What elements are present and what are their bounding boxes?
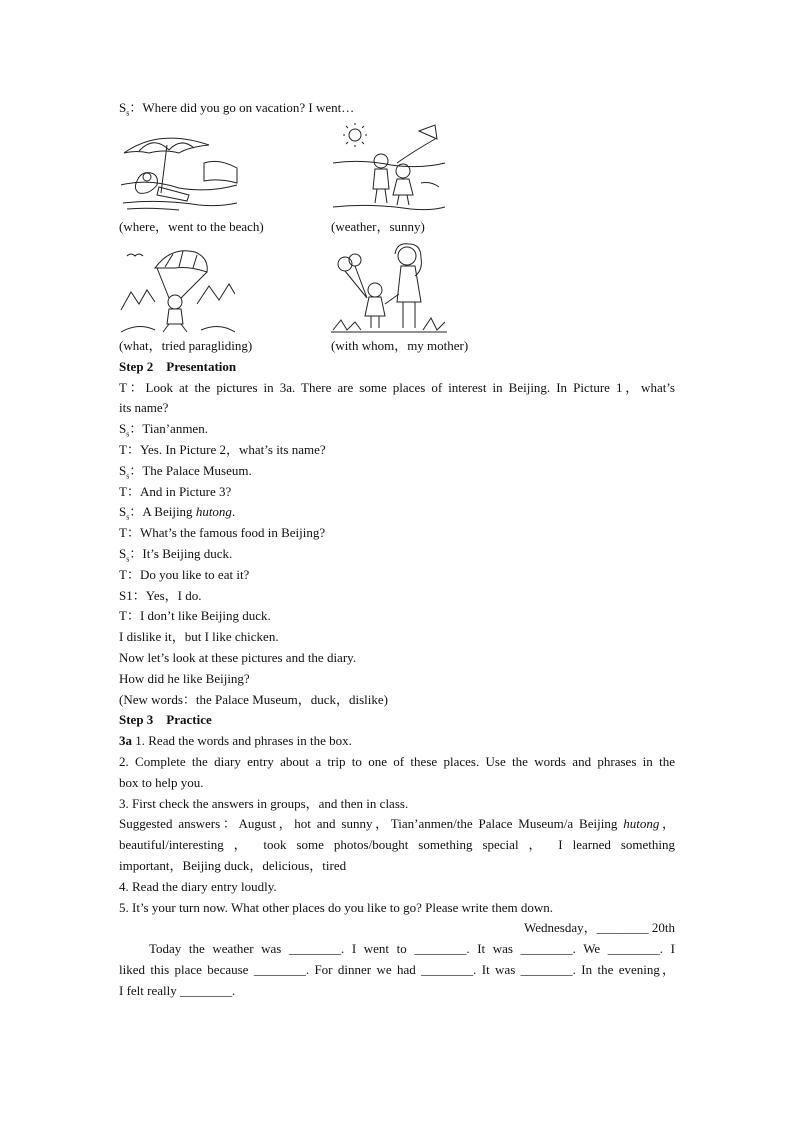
step2-line: its name?	[119, 400, 169, 416]
beach-umbrella-illustration	[119, 123, 331, 215]
intro-line	[119, 98, 675, 119]
dialogue-line: How did he like Beijing?	[119, 670, 250, 686]
dialogue-line: I dislike it，but I like chicken.	[119, 629, 279, 645]
step3-item: 2. Complete the diary entry about a trip to one of these places. Use the words and phrases in the	[119, 753, 675, 769]
dialogue-line: $S_s$：It’s Beijing duck.	[119, 545, 233, 564]
picture-row-1	[119, 123, 675, 215]
dialogue-line: S1：Yes，I do.	[119, 587, 202, 603]
dialogue-line: $S_s$：A Beijing hutong.	[119, 504, 236, 522]
dialogue-line: T：I don’t like Beijing duck.	[119, 608, 271, 624]
intro-text: ：Where did you go on vacation? I went…	[129, 100, 355, 115]
document-page	[119, 98, 675, 1002]
step3-item: 3. First check the answers in groups，and then in class.	[119, 795, 409, 811]
suggested-answers: beautiful/interesting ， took some photos/bought something special ， I learned something	[119, 837, 675, 853]
paraglider-illustration	[119, 242, 331, 334]
step3-item: 4. Read the diary entry loudly.	[119, 878, 277, 894]
diary-line: I felt really ________.	[119, 982, 236, 998]
caption-row-2	[119, 335, 675, 357]
diary-line: liked this place because ________. For dinner we had ________. It was ________. In the evening，	[119, 961, 675, 977]
picture-caption: (what，tried paragliding)	[119, 337, 253, 353]
suggested-answers: Suggested answers：August，hot and sunny，Tian’anmen/the Palace Museum/a Beijing hutong，	[119, 816, 675, 832]
dialogue-line: Now let’s look at these pictures and the diary.	[119, 649, 357, 665]
picture-caption: (where，went to the beach)	[119, 218, 264, 234]
speaker-subscript: s	[126, 108, 130, 118]
picture-caption: (with whom，my mother)	[331, 337, 469, 353]
step3-item: box to help you.	[119, 774, 204, 790]
step3-heading: Step 3 Practice	[119, 712, 212, 728]
diary-line: Today the weather was ________. I went to ________. It was ________. We ________. I	[149, 941, 675, 957]
speaker-label: S	[119, 100, 127, 115]
caption-row-1	[119, 216, 675, 238]
new-words-line: (New words：the Palace Museum，duck，dislike)	[119, 691, 388, 707]
step2-line: T：Look at the pictures in 3a. There are some places of interest in Beijing. In Picture 1，what’s	[119, 379, 675, 395]
picture-row-2	[119, 242, 675, 334]
suggested-answers: important，Beijing duck，delicious，tired	[119, 857, 347, 873]
dialogue-line: T：What’s the famous food in Beijing?	[119, 525, 326, 541]
kids-with-kite-illustration	[331, 123, 543, 215]
dialogue-line: T：And in Picture 3?	[119, 483, 232, 499]
step2-heading: Step 2 Presentation	[119, 358, 237, 374]
dialogue-line: T：Do you like to eat it?	[119, 566, 250, 582]
picture-caption: (weather，sunny)	[331, 218, 425, 234]
dialogue-line: $S_s$：The Palace Museum.	[119, 462, 252, 481]
mother-and-child-illustration	[331, 242, 543, 334]
step3-item: 3a 1. Read the words and phrases in the box.	[119, 733, 352, 749]
dialogue-line: $S_s$：Tian’anmen.	[119, 421, 208, 439]
dialogue-line: T：Yes. In Picture 2，what’s its name?	[119, 441, 326, 457]
diary-date: Wednesday，________ 20th	[524, 920, 675, 936]
step3-item: 5. It’s your turn now. What other places do you like to go? Please write them down.	[119, 899, 553, 915]
